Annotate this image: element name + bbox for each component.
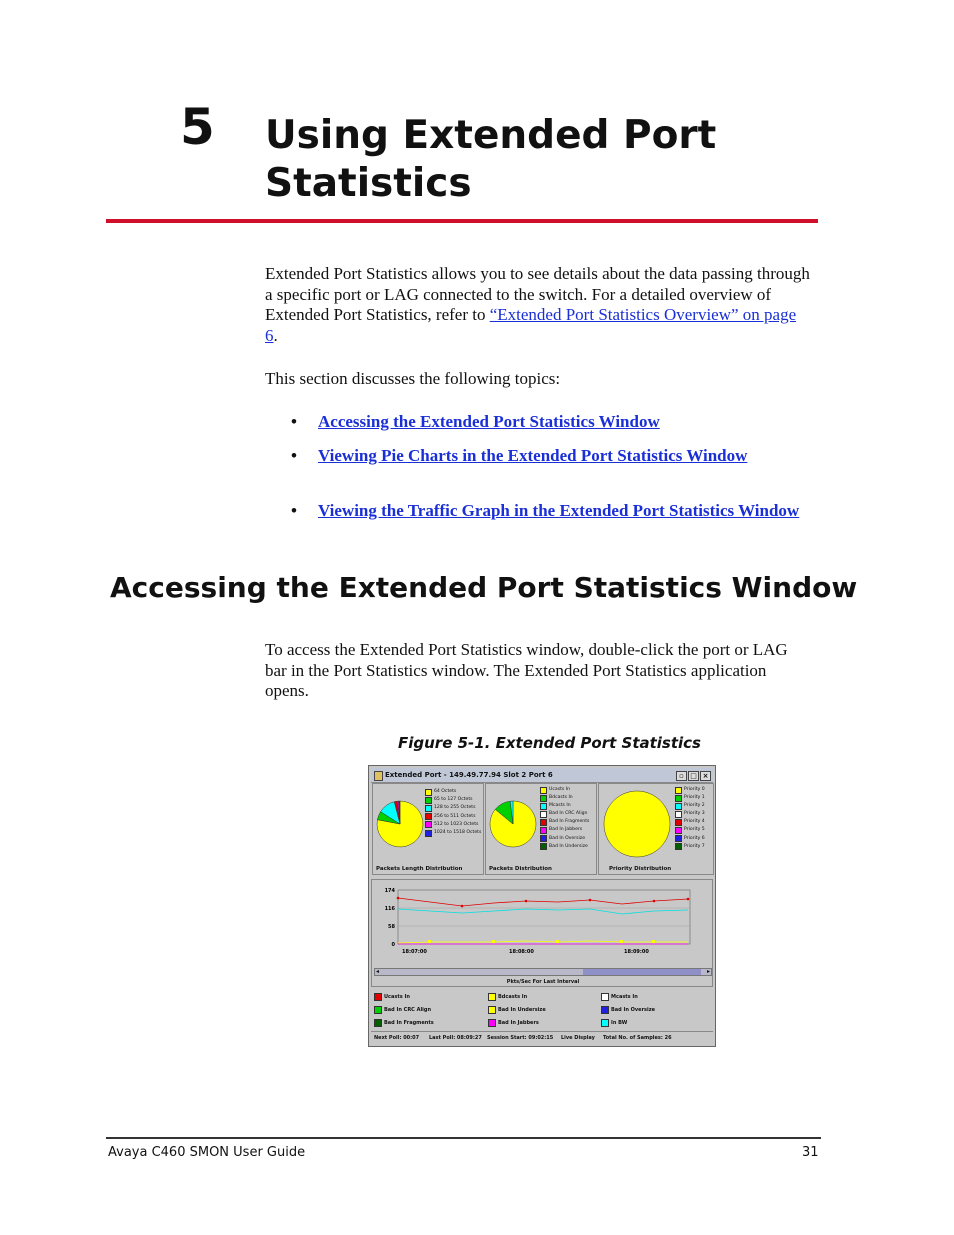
legend-label: 64 Octets bbox=[434, 789, 457, 794]
legend-label: Priority 4 bbox=[684, 819, 705, 825]
legend-priority bbox=[675, 786, 705, 851]
legend-label: Ucasts In bbox=[384, 994, 410, 1000]
legend-swatch bbox=[601, 1006, 609, 1014]
traffic-graph-pane bbox=[371, 879, 713, 987]
legend-label: Bad In Oversize bbox=[611, 1007, 656, 1013]
legend-label: Bad In CRC Align bbox=[549, 811, 588, 817]
topic-item bbox=[291, 446, 758, 467]
legend-item bbox=[540, 843, 589, 851]
legend-swatch bbox=[374, 1019, 382, 1027]
legend-item bbox=[540, 786, 589, 794]
scroll-thumb[interactable] bbox=[583, 969, 701, 975]
y-tick: 0 bbox=[391, 942, 395, 948]
data-point bbox=[492, 940, 495, 943]
legend-length bbox=[425, 788, 481, 837]
footer-rule bbox=[106, 1137, 821, 1139]
legend-item bbox=[540, 810, 589, 818]
legend-item bbox=[540, 818, 589, 826]
legend-item bbox=[675, 794, 705, 802]
legend-swatch bbox=[540, 843, 547, 850]
legend-item bbox=[675, 843, 705, 851]
graph-scrollbar[interactable] bbox=[374, 968, 712, 976]
legend-checkbox-undersize[interactable] bbox=[488, 1006, 546, 1014]
overview-link[interactable]: “Extended Port Statistics Overview” on page 6 bbox=[265, 305, 797, 345]
legend-label: Priority 5 bbox=[684, 827, 705, 833]
legend-swatch bbox=[425, 813, 432, 820]
legend-item bbox=[675, 786, 705, 794]
legend-item bbox=[425, 829, 481, 837]
legend-label: 65 to 127 Octets bbox=[434, 797, 473, 803]
legend-label: Bad In Undersize bbox=[549, 843, 588, 849]
legend-swatch bbox=[540, 819, 547, 826]
legend-label: Bad In Fragments bbox=[384, 1020, 434, 1026]
topic-link-accessing[interactable]: Accessing the Extended Port Statistics Window bbox=[318, 412, 660, 431]
intro-text-end: . bbox=[273, 325, 278, 345]
legend-label: Priority 7 bbox=[684, 843, 705, 849]
legend-swatch bbox=[675, 835, 682, 842]
legend-label: Bdcasts In bbox=[498, 994, 528, 1000]
legend-item bbox=[540, 794, 589, 802]
traffic-legend bbox=[371, 988, 713, 1030]
intro-text: Extended Port Statistics allows you to see details about the data passing through a specific port or LAG connected to the switch. For a detailed overview of Extended Port Statistics, refer to bbox=[265, 264, 810, 324]
x-tick: 18:09:00 bbox=[624, 949, 649, 955]
legend-packets bbox=[540, 786, 589, 851]
y-tick: 174 bbox=[384, 888, 395, 894]
bullet-icon: • bbox=[291, 501, 297, 520]
legend-label: Priority 6 bbox=[684, 835, 705, 841]
legend-item bbox=[675, 802, 705, 810]
legend-swatch bbox=[374, 1006, 382, 1014]
data-point bbox=[589, 899, 592, 902]
pie-pane-packets bbox=[485, 783, 597, 875]
pie-pane-length bbox=[372, 783, 484, 875]
x-tick: 18:08:00 bbox=[509, 949, 534, 955]
pie-chart-packets bbox=[489, 800, 537, 848]
data-point bbox=[428, 940, 431, 943]
pane-label: Packets Length Distribution bbox=[376, 866, 463, 872]
legend-checkbox-jabbers[interactable] bbox=[488, 1019, 539, 1027]
legend-item bbox=[425, 813, 481, 821]
legend-swatch bbox=[540, 811, 547, 818]
status-live: Live Display bbox=[561, 1035, 595, 1041]
legend-label: 128 to 255 Octets bbox=[434, 805, 476, 811]
legend-label: Mcasts In bbox=[611, 994, 638, 1000]
legend-item bbox=[540, 835, 589, 843]
restore-icon[interactable]: ▫ bbox=[676, 771, 687, 781]
status-samples: Total No. of Samples: 26 bbox=[603, 1035, 672, 1041]
data-point bbox=[620, 940, 623, 943]
legend-checkbox-ucasts[interactable] bbox=[374, 993, 410, 1001]
legend-label: Priority 2 bbox=[684, 803, 705, 809]
legend-swatch bbox=[425, 830, 432, 837]
legend-swatch bbox=[675, 803, 682, 810]
section-paragraph: To access the Extended Port Statistics window, double-click the port or LAG bar in the Port Statistics window. The Extended Port Statistics application opens. bbox=[265, 640, 788, 700]
legend-swatch bbox=[425, 805, 432, 812]
data-point bbox=[461, 905, 464, 908]
legend-item bbox=[425, 804, 481, 812]
topic-link-traffic-graph[interactable]: Viewing the Traffic Graph in the Extended Port Statistics Window bbox=[318, 501, 800, 520]
legend-item bbox=[675, 835, 705, 843]
legend-swatch bbox=[540, 835, 547, 842]
legend-swatch bbox=[675, 843, 682, 850]
scroll-right-icon[interactable]: ▸ bbox=[706, 968, 710, 975]
legend-label: Priority 0 bbox=[684, 787, 705, 792]
pie-chart-length bbox=[376, 800, 424, 848]
legend-checkbox-bdcasts[interactable] bbox=[488, 993, 527, 1001]
legend-swatch bbox=[488, 1019, 496, 1027]
window-title: Extended Port - 149.49.77.94 Slot 2 Port 6 bbox=[385, 771, 553, 779]
window-titlebar[interactable] bbox=[371, 768, 713, 783]
data-point bbox=[687, 898, 690, 901]
graph-title: Pkts/Sec For Last Interval bbox=[506, 979, 580, 985]
legend-label: Mcasts In bbox=[549, 803, 571, 809]
legend-swatch bbox=[675, 811, 682, 818]
legend-swatch bbox=[540, 803, 547, 810]
legend-swatch bbox=[425, 821, 432, 828]
chapter-title bbox=[265, 112, 825, 208]
legend-label: Bad In Oversize bbox=[549, 835, 586, 841]
legend-label: Bad In CRC Align bbox=[384, 1007, 432, 1013]
legend-swatch bbox=[675, 787, 682, 794]
legend-swatch bbox=[374, 993, 382, 1001]
legend-swatch bbox=[425, 789, 432, 796]
legend-item bbox=[540, 802, 589, 810]
data-point bbox=[652, 940, 655, 943]
close-icon[interactable]: × bbox=[700, 771, 711, 781]
topic-item bbox=[291, 501, 818, 522]
legend-checkbox-mcasts[interactable] bbox=[601, 993, 638, 1001]
legend-label: Bad In Fragments bbox=[549, 819, 590, 825]
legend-label: 512 to 1023 Octets bbox=[434, 821, 479, 827]
legend-swatch bbox=[675, 827, 682, 834]
legend-label: Bad In Undersize bbox=[498, 1007, 546, 1013]
legend-swatch bbox=[540, 795, 547, 802]
chapter-title-line1: Using Extended Port bbox=[265, 113, 717, 158]
legend-checkbox-oversize[interactable] bbox=[601, 1006, 655, 1014]
data-point bbox=[653, 900, 656, 903]
data-point bbox=[397, 897, 400, 900]
pie-chart-priority bbox=[603, 790, 671, 858]
legend-swatch bbox=[601, 993, 609, 1001]
chapter-rule bbox=[106, 219, 818, 223]
legend-label: Priority 1 bbox=[684, 795, 705, 801]
legend-swatch bbox=[675, 819, 682, 826]
legend-checkbox-crc[interactable] bbox=[374, 1006, 431, 1014]
bullet-icon: • bbox=[291, 446, 297, 465]
legend-item bbox=[425, 821, 481, 829]
legend-label: 1024 to 1518 Octets bbox=[434, 830, 482, 836]
legend-label: Bad In Jabbers bbox=[549, 827, 583, 833]
legend-item bbox=[425, 796, 481, 804]
topic-item bbox=[291, 412, 818, 433]
maximize-icon[interactable]: □ bbox=[688, 771, 699, 781]
legend-label: Bdcasts In bbox=[549, 795, 573, 801]
y-tick: 58 bbox=[388, 924, 395, 930]
pane-label: Priority Distribution bbox=[609, 866, 672, 872]
pie-pane-priority bbox=[598, 783, 714, 875]
extended-port-window bbox=[368, 765, 716, 1047]
topic-link-pie-charts[interactable]: Viewing Pie Charts in the Extended Port Statistics Window bbox=[318, 446, 748, 465]
chapter-title-line2: Statistics bbox=[265, 161, 472, 206]
status-last-poll: Last Poll: 08:09:27 bbox=[429, 1035, 482, 1041]
legend-swatch bbox=[425, 797, 432, 804]
app-icon bbox=[374, 771, 383, 781]
legend-label: In BW bbox=[611, 1020, 628, 1026]
graph-plot-area bbox=[398, 890, 690, 944]
pane-label: Packets Distribution bbox=[489, 866, 552, 872]
section-heading: Accessing the Extended Port Statistics Window bbox=[110, 571, 858, 604]
legend-label: 256 to 511 Octets bbox=[434, 813, 476, 819]
legend-swatch bbox=[540, 787, 547, 794]
pie-slice bbox=[604, 791, 670, 857]
status-session-start: Session Start: 09:02:15 bbox=[487, 1035, 554, 1041]
x-tick: 18:07:00 bbox=[402, 949, 427, 955]
status-bar bbox=[371, 1031, 713, 1045]
topics-intro: This section discusses the following topics: bbox=[265, 369, 561, 388]
chapter-number: 5 bbox=[180, 98, 215, 156]
bullet-icon: • bbox=[291, 412, 297, 431]
legend-label: Priority 3 bbox=[684, 811, 705, 817]
legend-swatch bbox=[601, 1019, 609, 1027]
legend-item bbox=[540, 826, 589, 834]
legend-swatch bbox=[488, 993, 496, 1001]
legend-checkbox-fragments[interactable] bbox=[374, 1019, 434, 1027]
y-tick: 116 bbox=[384, 906, 395, 912]
legend-label: Ucasts In bbox=[549, 787, 571, 792]
figure-caption: Figure 5-1. Extended Port Statistics bbox=[398, 734, 701, 752]
legend-item bbox=[675, 826, 705, 834]
legend-item bbox=[425, 788, 481, 796]
legend-checkbox-inbw[interactable] bbox=[601, 1019, 627, 1027]
legend-label: Bad In Jabbers bbox=[498, 1020, 539, 1026]
legend-item bbox=[675, 810, 705, 818]
footer-title: Avaya C460 SMON User Guide bbox=[108, 1145, 306, 1160]
scroll-left-icon[interactable]: ◂ bbox=[376, 968, 380, 975]
status-next-poll: Next Poll: 00:07 bbox=[374, 1035, 420, 1041]
traffic-graph bbox=[372, 882, 712, 972]
intro-paragraph bbox=[265, 264, 813, 346]
legend-item bbox=[675, 818, 705, 826]
legend-swatch bbox=[488, 1006, 496, 1014]
data-point bbox=[556, 940, 559, 943]
legend-swatch bbox=[540, 827, 547, 834]
page-number: 31 bbox=[802, 1145, 819, 1160]
legend-swatch bbox=[675, 795, 682, 802]
data-point bbox=[525, 900, 528, 903]
